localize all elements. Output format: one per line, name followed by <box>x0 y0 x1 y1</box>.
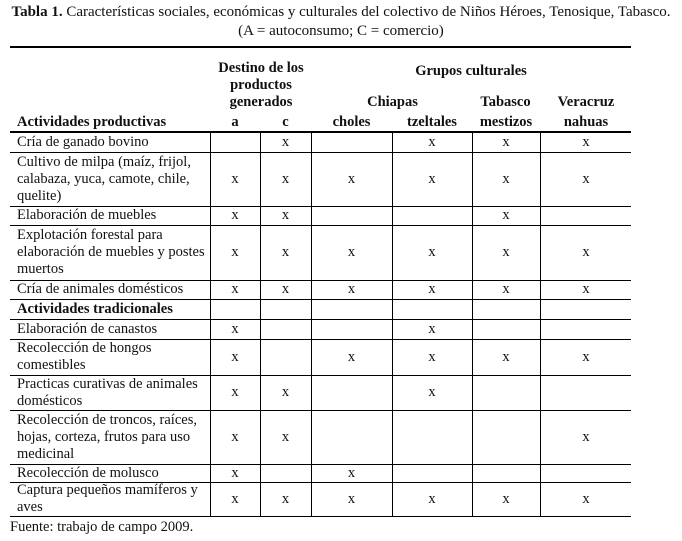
mark-cell <box>392 464 472 482</box>
mark-cell: x <box>428 348 436 365</box>
mark-cell: x <box>281 207 290 223</box>
row-label: Recolección de troncos, raíces, hojas, corteza, frutos para uso medicinal <box>17 411 197 462</box>
mark-cell <box>472 299 540 319</box>
mark-cell: x <box>428 320 436 337</box>
mark-cell: x <box>347 170 356 187</box>
mark-cell: x <box>347 490 356 507</box>
mark-cell <box>472 410 540 464</box>
mark-cell <box>540 375 632 410</box>
mark-cell: x <box>231 384 239 400</box>
caption-text: Características sociales, económicas y culturales del colectivo de Niños Héroes, Tenosique, Tabasco. <box>66 4 671 20</box>
mark-cell: x <box>281 490 290 507</box>
mark-cell: x <box>428 170 436 187</box>
header-actividades-productivas: Actividades productivas <box>17 114 167 130</box>
mark-cell: x <box>428 281 436 297</box>
mark-cell <box>260 339 311 375</box>
mark-cell: x <box>231 348 239 365</box>
mark-cell <box>311 319 392 339</box>
header-tabasco: Tabasco <box>480 94 531 110</box>
mark-cell <box>260 464 311 482</box>
source-note: Fuente: trabajo de campo 2009. <box>10 519 194 535</box>
mark-cell: x <box>502 281 510 297</box>
mark-cell <box>392 206 472 225</box>
mark-cell: x <box>231 207 239 223</box>
subheader-nahuas: nahuas <box>563 114 609 130</box>
row-label: Recolección de molusco <box>17 464 159 481</box>
mark-cell: x <box>582 490 590 507</box>
header-destino: Destino de los productos generados <box>218 59 304 110</box>
section-header: Actividades tradicionales <box>17 300 173 317</box>
mark-cell: x <box>231 320 239 337</box>
mark-cell: x <box>231 490 239 507</box>
mark-cell: x <box>281 170 290 187</box>
row-label: Recolección de hongos comestibles <box>17 340 152 373</box>
mark-cell <box>540 206 632 225</box>
header-grupos-culturales: Grupos culturales <box>415 63 527 79</box>
header-chiapas: Chiapas <box>367 94 418 110</box>
mark-cell <box>472 464 540 482</box>
mark-cell: x <box>281 428 290 445</box>
table-top-rule <box>10 46 631 48</box>
mark-cell: x <box>281 244 290 260</box>
mark-cell: x <box>428 384 436 400</box>
mark-cell: x <box>347 464 356 481</box>
mark-cell <box>540 299 632 319</box>
mark-cell: x <box>502 244 510 260</box>
mark-cell: x <box>502 170 510 187</box>
row-label: Cría de animales domésticos <box>17 281 184 297</box>
subheader-a: a <box>231 114 239 130</box>
mark-cell: x <box>582 348 590 365</box>
row-label: Cultivo de milpa (maíz, frijol, calabaza, yuca, camote, chile, quelite) <box>17 153 191 204</box>
mark-cell: x <box>428 490 436 507</box>
mark-cell: x <box>502 490 510 507</box>
mark-cell <box>210 299 260 319</box>
row-label: Elaboración de canastos <box>17 320 158 337</box>
mark-cell: x <box>502 134 510 150</box>
mark-cell: x <box>347 244 356 260</box>
mark-cell <box>311 206 392 225</box>
caption-label: Tabla 1. <box>11 4 63 20</box>
mark-cell: x <box>582 281 590 297</box>
mark-cell <box>392 410 472 464</box>
mark-cell <box>311 375 392 410</box>
mark-cell: x <box>582 134 590 150</box>
caption-note: (A = autoconsumo; C = comercio) <box>238 23 444 39</box>
mark-cell: x <box>347 348 356 365</box>
mark-cell: x <box>231 464 239 481</box>
mark-cell: x <box>231 170 239 187</box>
mark-cell: x <box>281 134 290 150</box>
header-veracruz: Veracruz <box>557 94 615 110</box>
subheader-choles: choles <box>332 114 371 130</box>
mark-cell <box>540 319 632 339</box>
mark-cell: x <box>582 244 590 260</box>
table-bottom-rule <box>10 516 631 517</box>
mark-cell: x <box>281 281 290 297</box>
mark-cell: x <box>502 207 510 223</box>
mark-cell: x <box>347 281 356 297</box>
mark-cell <box>472 319 540 339</box>
mark-cell <box>540 464 632 482</box>
subheader-tzeltales: tzeltales <box>407 114 457 130</box>
mark-cell <box>260 299 311 319</box>
mark-cell: x <box>502 348 510 365</box>
mark-cell: x <box>428 134 436 150</box>
mark-cell: x <box>231 281 239 297</box>
mark-cell <box>210 133 260 152</box>
table-caption <box>0 3 682 21</box>
mark-cell <box>311 410 392 464</box>
mark-cell <box>260 319 311 339</box>
mark-cell: x <box>231 244 239 260</box>
subheader-mestizos: mestizos <box>479 114 533 130</box>
row-label: Captura pequeños mamíferos y aves <box>17 482 198 515</box>
row-label: Elaboración de muebles <box>17 207 157 223</box>
mark-cell: x <box>428 244 436 260</box>
mark-cell: x <box>231 428 239 445</box>
mark-cell <box>311 133 392 152</box>
row-label: Practicas curativas de animales domésticos <box>17 375 198 409</box>
subheader-c: c <box>282 114 289 130</box>
mark-cell: x <box>281 384 290 400</box>
mark-cell: x <box>582 170 590 187</box>
row-label: Explotación forestal para elaboración de muebles y postes muertos <box>17 227 205 277</box>
mark-cell <box>311 299 392 319</box>
row-label: Cría de ganado bovino <box>17 134 149 150</box>
mark-cell <box>472 375 540 410</box>
mark-cell <box>392 299 472 319</box>
mark-cell: x <box>582 428 590 445</box>
